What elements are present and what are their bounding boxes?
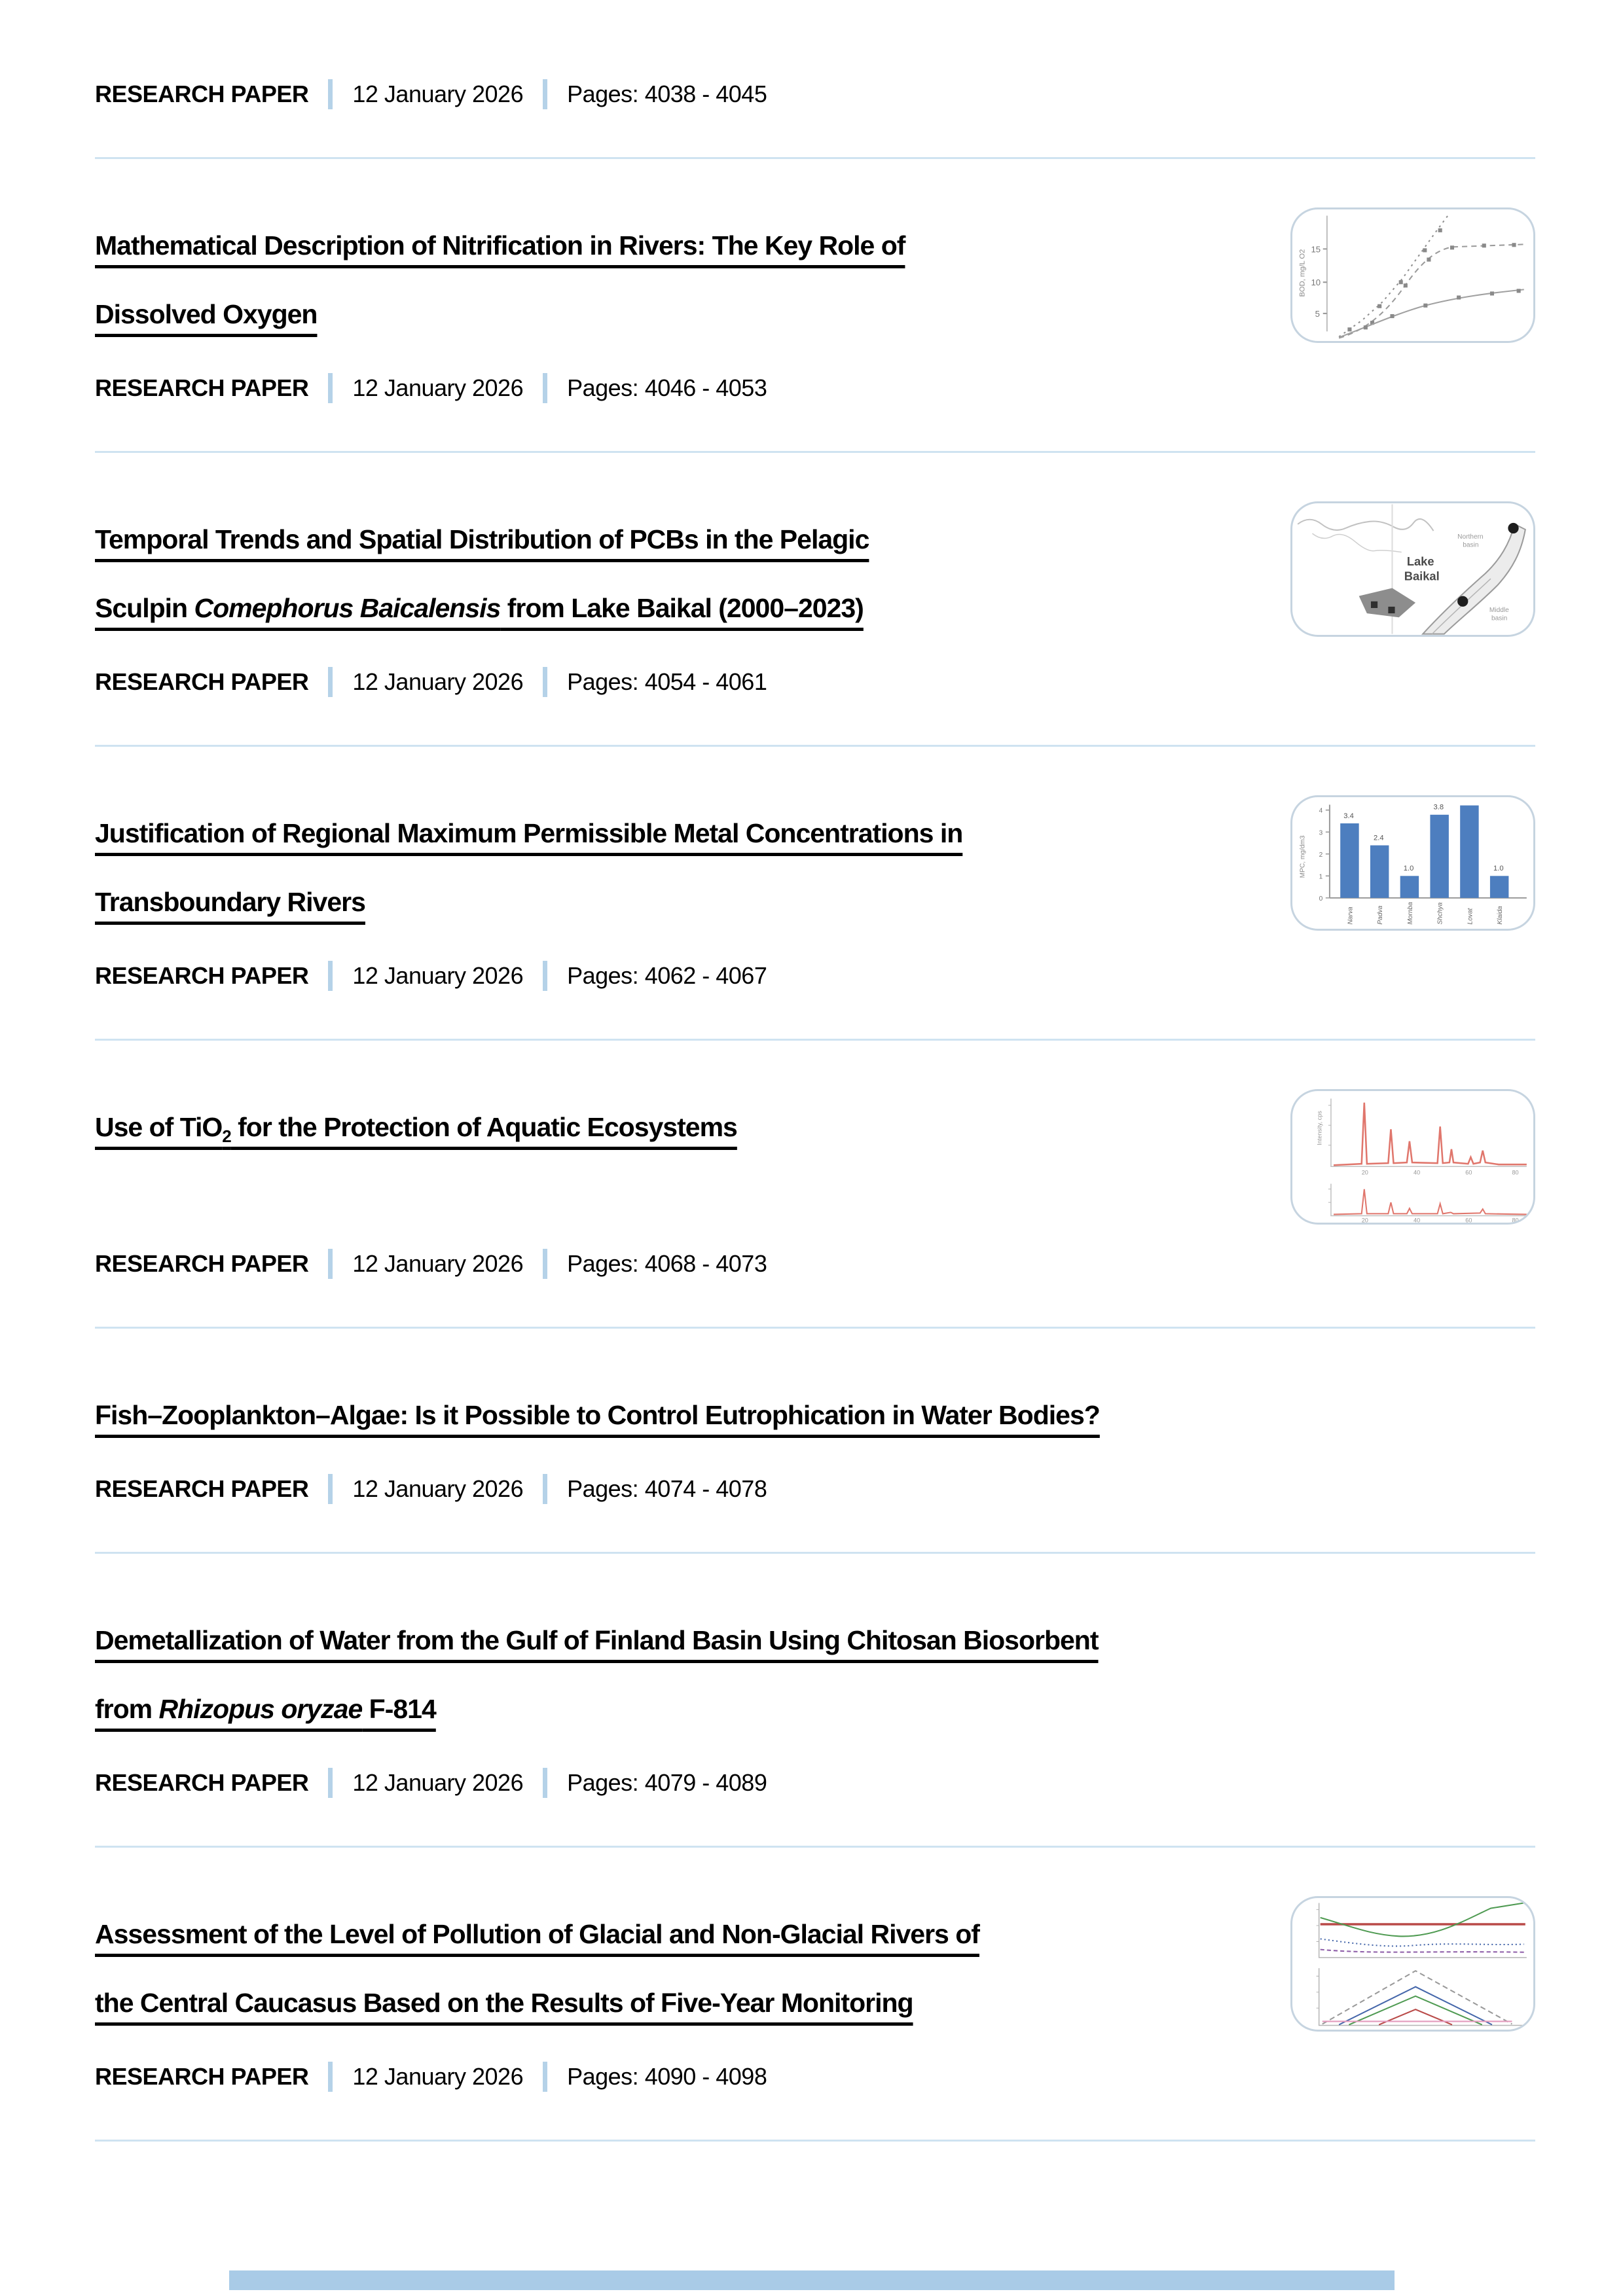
svg-text:5: 5 <box>1315 309 1320 319</box>
page-range: Pages: 4090 - 4098 <box>567 2063 767 2090</box>
metal-bar-chart-image <box>1292 797 1533 929</box>
publish-date: 12 January 2026 <box>352 668 524 695</box>
svg-text:MPC, mg/dm3: MPC, mg/dm3 <box>1299 835 1307 878</box>
meta-separator <box>328 1249 333 1279</box>
entry-divider <box>95 1327 1535 1329</box>
svg-text:Intensity, cps: Intensity, cps <box>1316 1111 1323 1145</box>
content-type-label: RESEARCH PAPER <box>95 374 309 401</box>
meta-separator <box>543 373 547 403</box>
meta-separator <box>543 2062 547 2092</box>
publish-date: 12 January 2026 <box>352 374 524 401</box>
meta-separator <box>543 1249 547 1279</box>
page-range: Pages: 4074 - 4078 <box>567 1475 767 1502</box>
svg-text:40: 40 <box>1413 1169 1421 1176</box>
article-entry <box>95 211 1535 453</box>
svg-text:Lovat: Lovat <box>1467 908 1474 925</box>
svg-text:0: 0 <box>1319 895 1323 903</box>
meta-separator <box>543 961 547 991</box>
article-entry <box>95 1606 1535 1848</box>
bottom-banner <box>229 2270 1395 2290</box>
entry-divider <box>95 1846 1535 1848</box>
svg-text:15: 15 <box>1311 244 1321 255</box>
meta-separator <box>328 373 333 403</box>
content-type-label: RESEARCH PAPER <box>95 1769 309 1796</box>
baikal-map-image <box>1292 503 1533 635</box>
article-entry <box>95 1093 1535 1329</box>
entry-divider <box>95 1552 1535 1554</box>
article-thumbnail[interactable] <box>1290 207 1535 343</box>
content-type-label: RESEARCH PAPER <box>95 1250 309 1277</box>
publish-date: 12 January 2026 <box>352 81 524 107</box>
meta-separator <box>328 961 333 991</box>
caucasus-line-chart-image <box>1292 1898 1533 2030</box>
entry-divider <box>95 745 1535 747</box>
publish-date: 12 January 2026 <box>352 1769 524 1796</box>
article-entry <box>95 505 1535 747</box>
publish-date: 12 January 2026 <box>352 1475 524 1502</box>
meta-separator <box>543 1474 547 1504</box>
page-range: Pages: 4062 - 4067 <box>567 962 767 989</box>
article-meta <box>95 79 1535 110</box>
entry-divider <box>95 2140 1535 2142</box>
svg-text:10: 10 <box>1311 278 1321 288</box>
svg-text:3.8: 3.8 <box>1433 803 1444 812</box>
content-type-label: RESEARCH PAPER <box>95 1475 309 1502</box>
svg-text:Narva: Narva <box>1347 906 1355 925</box>
meta-separator <box>328 79 333 109</box>
article-title-link[interactable]: Fish–Zooplankton–Algae: Is it Possible to Control Eutrophication in Water Bodies? <box>95 1400 1100 1430</box>
svg-text:20: 20 <box>1361 1217 1368 1223</box>
content-type-label: RESEARCH PAPER <box>95 668 309 695</box>
page-range: Pages: 4046 - 4053 <box>567 374 767 401</box>
meta-separator <box>543 667 547 697</box>
article-meta <box>95 372 1535 404</box>
svg-text:Middle: Middle <box>1489 607 1509 615</box>
article-title-link[interactable]: Assessment of the Level of Pollution of Glacial and Non-Glacial Rivers of the Central Caucasus Based on the Results of Five-Year Monitoring <box>95 1919 979 2018</box>
svg-text:Padva: Padva <box>1377 905 1385 925</box>
meta-separator <box>543 79 547 109</box>
svg-text:2.4: 2.4 <box>1374 834 1384 842</box>
entry-divider <box>95 451 1535 453</box>
svg-text:20: 20 <box>1361 1169 1368 1176</box>
page-range: Pages: 4054 - 4061 <box>567 668 767 695</box>
article-meta <box>95 960 1535 992</box>
svg-text:1.0: 1.0 <box>1403 865 1414 873</box>
publish-date: 12 January 2026 <box>352 962 524 989</box>
content-type-label: RESEARCH PAPER <box>95 2063 309 2090</box>
article-meta <box>95 666 1535 698</box>
article-thumbnail[interactable] <box>1290 795 1535 931</box>
svg-text:3: 3 <box>1319 829 1323 837</box>
svg-text:3.4: 3.4 <box>1343 812 1354 820</box>
bod-line-chart-image <box>1292 209 1533 341</box>
meta-separator <box>328 1474 333 1504</box>
meta-separator <box>328 1768 333 1798</box>
article-title-link[interactable]: Demetallization of Water from the Gulf of Finland Basin Using Chitosan Biosorbent from Rhizopus oryzae F-814 <box>95 1625 1099 1724</box>
article-entry <box>95 79 1535 159</box>
svg-text:1.0: 1.0 <box>1493 865 1504 873</box>
svg-text:60: 60 <box>1465 1217 1472 1223</box>
svg-text:60: 60 <box>1465 1169 1472 1176</box>
svg-text:Northern: Northern <box>1457 533 1484 541</box>
svg-text:BOD, mg/L O2: BOD, mg/L O2 <box>1298 249 1307 297</box>
publish-date: 12 January 2026 <box>352 2063 524 2090</box>
article-meta <box>95 1248 1535 1280</box>
svg-text:80: 80 <box>1512 1169 1519 1176</box>
page-range: Pages: 4068 - 4073 <box>567 1250 767 1277</box>
content-type-label: RESEARCH PAPER <box>95 81 309 107</box>
meta-separator <box>328 667 333 697</box>
svg-text:Mornba: Mornba <box>1406 902 1414 925</box>
article-thumbnail[interactable] <box>1290 1089 1535 1225</box>
meta-separator <box>328 2062 333 2092</box>
article-title-link[interactable]: Mathematical Description of Nitrification in Rivers: The Key Role of Dissolved Oxygen <box>95 230 905 329</box>
publish-date: 12 January 2026 <box>352 1250 524 1277</box>
article-meta <box>95 1767 1535 1799</box>
svg-text:2: 2 <box>1319 851 1323 859</box>
xrd-spectra-image <box>1292 1091 1533 1223</box>
entry-divider <box>95 157 1535 159</box>
article-entry <box>95 799 1535 1041</box>
article-title-link[interactable]: Justification of Regional Maximum Permissible Metal Concentrations in Transboundary Rivers <box>95 818 963 917</box>
svg-text:4: 4 <box>1319 807 1323 815</box>
svg-text:Lake: Lake <box>1406 554 1434 568</box>
content-type-label: RESEARCH PAPER <box>95 962 309 989</box>
svg-text:Shchya: Shchya <box>1436 902 1444 925</box>
article-meta <box>95 2061 1535 2092</box>
article-meta <box>95 1473 1535 1505</box>
svg-text:Klaida: Klaida <box>1497 906 1504 925</box>
svg-text:Baikal: Baikal <box>1404 569 1440 583</box>
article-entry <box>95 1900 1535 2142</box>
article-thumbnail[interactable] <box>1290 1896 1535 2032</box>
svg-text:basin: basin <box>1463 541 1479 549</box>
article-thumbnail[interactable] <box>1290 501 1535 637</box>
article-entry <box>95 1381 1535 1554</box>
meta-separator <box>543 1768 547 1798</box>
page-range: Pages: 4038 - 4045 <box>567 81 767 107</box>
page-range: Pages: 4079 - 4089 <box>567 1769 767 1796</box>
svg-text:basin: basin <box>1491 615 1508 622</box>
svg-text:40: 40 <box>1413 1217 1421 1223</box>
article-title-link[interactable]: Use of TiO$_2$ for the Protection of Aquatic Ecosystems <box>95 1112 737 1147</box>
svg-text:1: 1 <box>1319 873 1323 881</box>
article-title-link[interactable]: Temporal Trends and Spatial Distribution of PCBs in the Pelagic Sculpin Comephorus Baicalensis from Lake Baikal (2000–2023) <box>95 524 869 623</box>
svg-text:80: 80 <box>1512 1217 1519 1223</box>
entry-divider <box>95 1039 1535 1041</box>
